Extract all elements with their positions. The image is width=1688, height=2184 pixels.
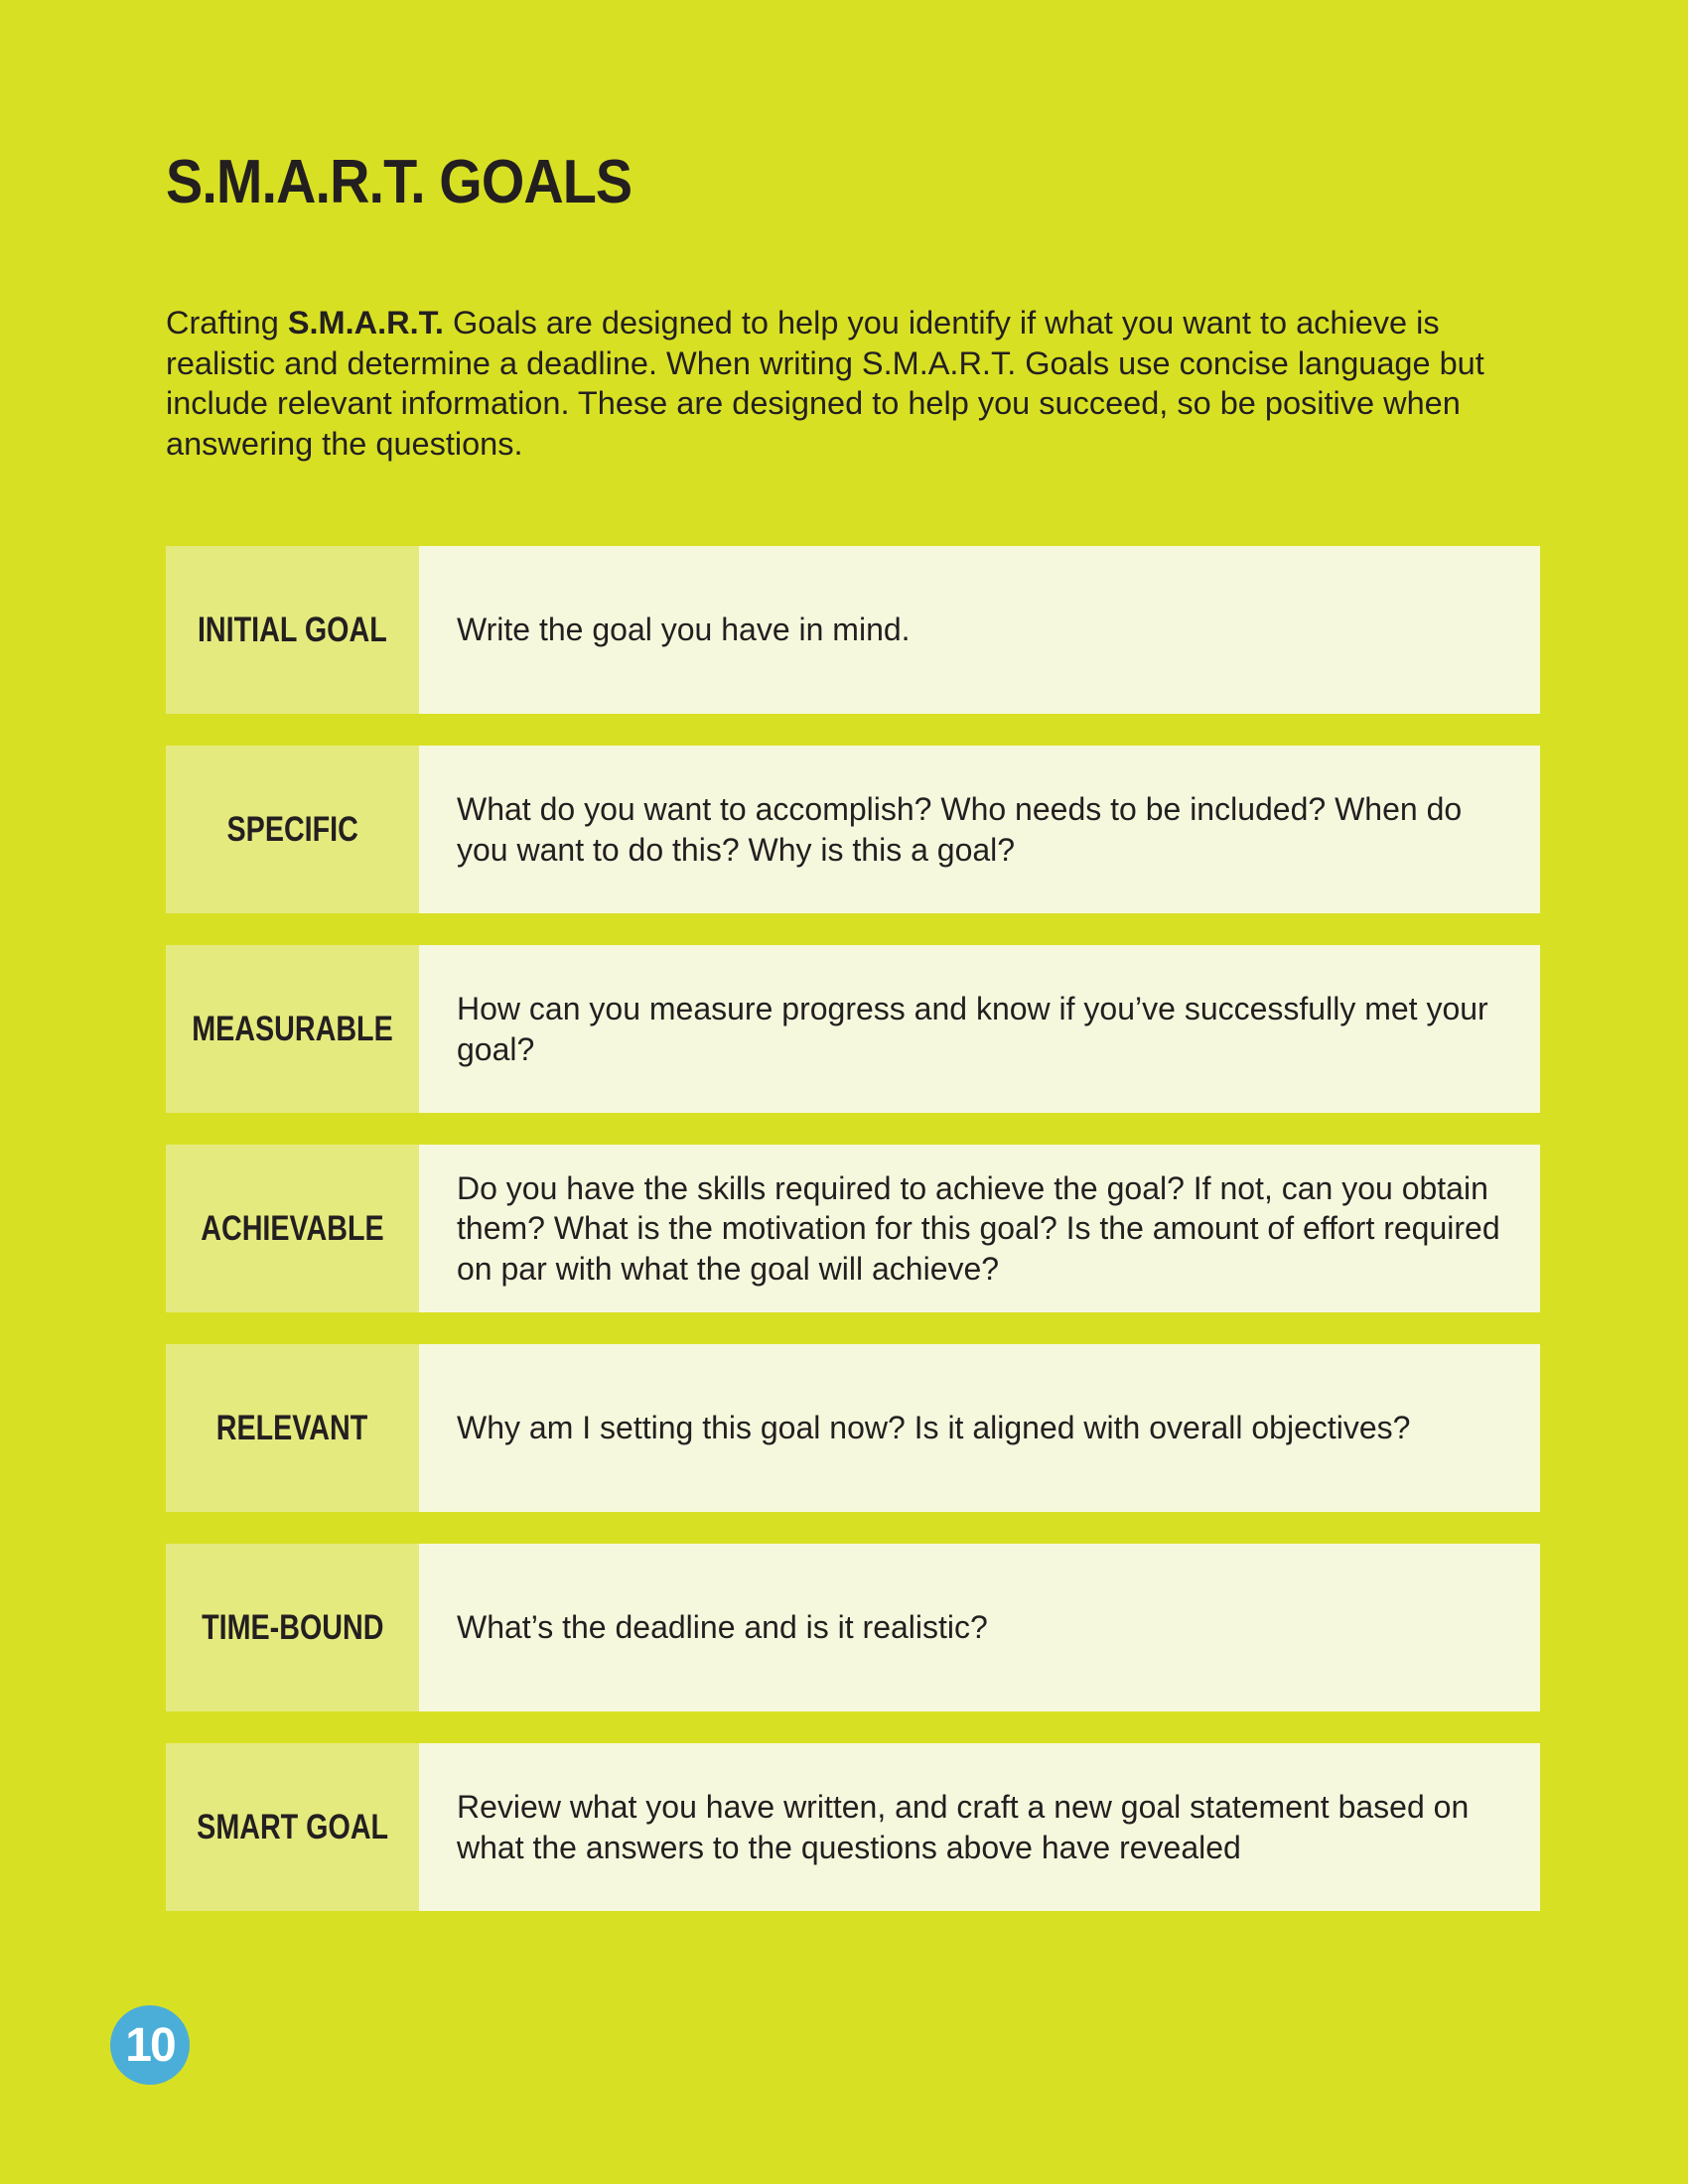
goal-label-cell [166,945,419,1113]
smart-goals-table [166,546,1540,1943]
goal-row-specific [166,746,1540,913]
goal-row-initial-goal [166,546,1540,714]
goal-prompt: How can you measure progress and know if you’ve successfully met your goal? [457,991,1488,1067]
goal-label: SPECIFIC [226,809,358,849]
goal-text-cell[interactable] [419,546,1540,714]
goal-prompt: Review what you have written, and craft a new goal statement based on what the answers to the questions above have revealed [457,1789,1470,1865]
goal-label: INITIAL GOAL [198,610,387,649]
goal-label: TIME-BOUND [201,1607,384,1647]
intro-bold: S.M.A.R.T. [287,305,444,341]
goal-prompt: Do you have the skills required to achieve the goal? If not, can you obtain them? What is the motivation for this goal? Is the amount of effort required on par with what the goal will achieve? [457,1169,1500,1287]
goal-label: MEASURABLE [192,1009,393,1048]
goal-prompt: Write the goal you have in mind. [457,612,911,648]
goal-text-cell[interactable] [419,1145,1540,1312]
goal-row-smart-goal [166,1743,1540,1911]
goal-row-relevant [166,1344,1540,1512]
goal-label-cell [166,1344,419,1512]
page-title: S.M.A.R.T. GOALS [166,148,633,216]
goal-prompt: Why am I setting this goal now? Is it aligned with overall objectives? [457,1410,1411,1446]
goal-label-cell [166,546,419,714]
goal-text-cell[interactable] [419,1743,1540,1911]
goal-label-cell [166,1145,419,1312]
goal-text-cell[interactable] [419,945,1540,1113]
goal-text-cell[interactable] [419,1544,1540,1711]
goal-label: SMART GOAL [197,1807,388,1846]
goal-label: RELEVANT [216,1408,368,1447]
goal-label: ACHIEVABLE [201,1208,384,1248]
goal-label-cell [166,1544,419,1711]
goal-text-cell[interactable] [419,746,1540,913]
goal-row-measurable [166,945,1540,1113]
goal-row-achievable [166,1145,1540,1312]
goal-prompt: What’s the deadline and is it realistic? [457,1609,988,1646]
intro-rest: Goals are designed to help you identify if what you want to achieve is realistic and determine a deadline. When writing S.M.A.R.T. Goals use concise language but include relevant information. These are designed to help you succeed, so be positive when answering the questions. [166,305,1484,462]
goal-text-cell[interactable] [419,1344,1540,1512]
goal-prompt: What do you want to accomplish? Who needs to be included? When do you want to do this? Why is this a goal? [457,791,1463,868]
intro-prefix: Crafting [166,305,288,341]
goal-label-cell [166,746,419,913]
intro-paragraph [166,303,1546,464]
goal-label-cell [166,1743,419,1911]
page-number-badge: 10 [110,2005,190,2085]
goal-row-time-bound [166,1544,1540,1711]
